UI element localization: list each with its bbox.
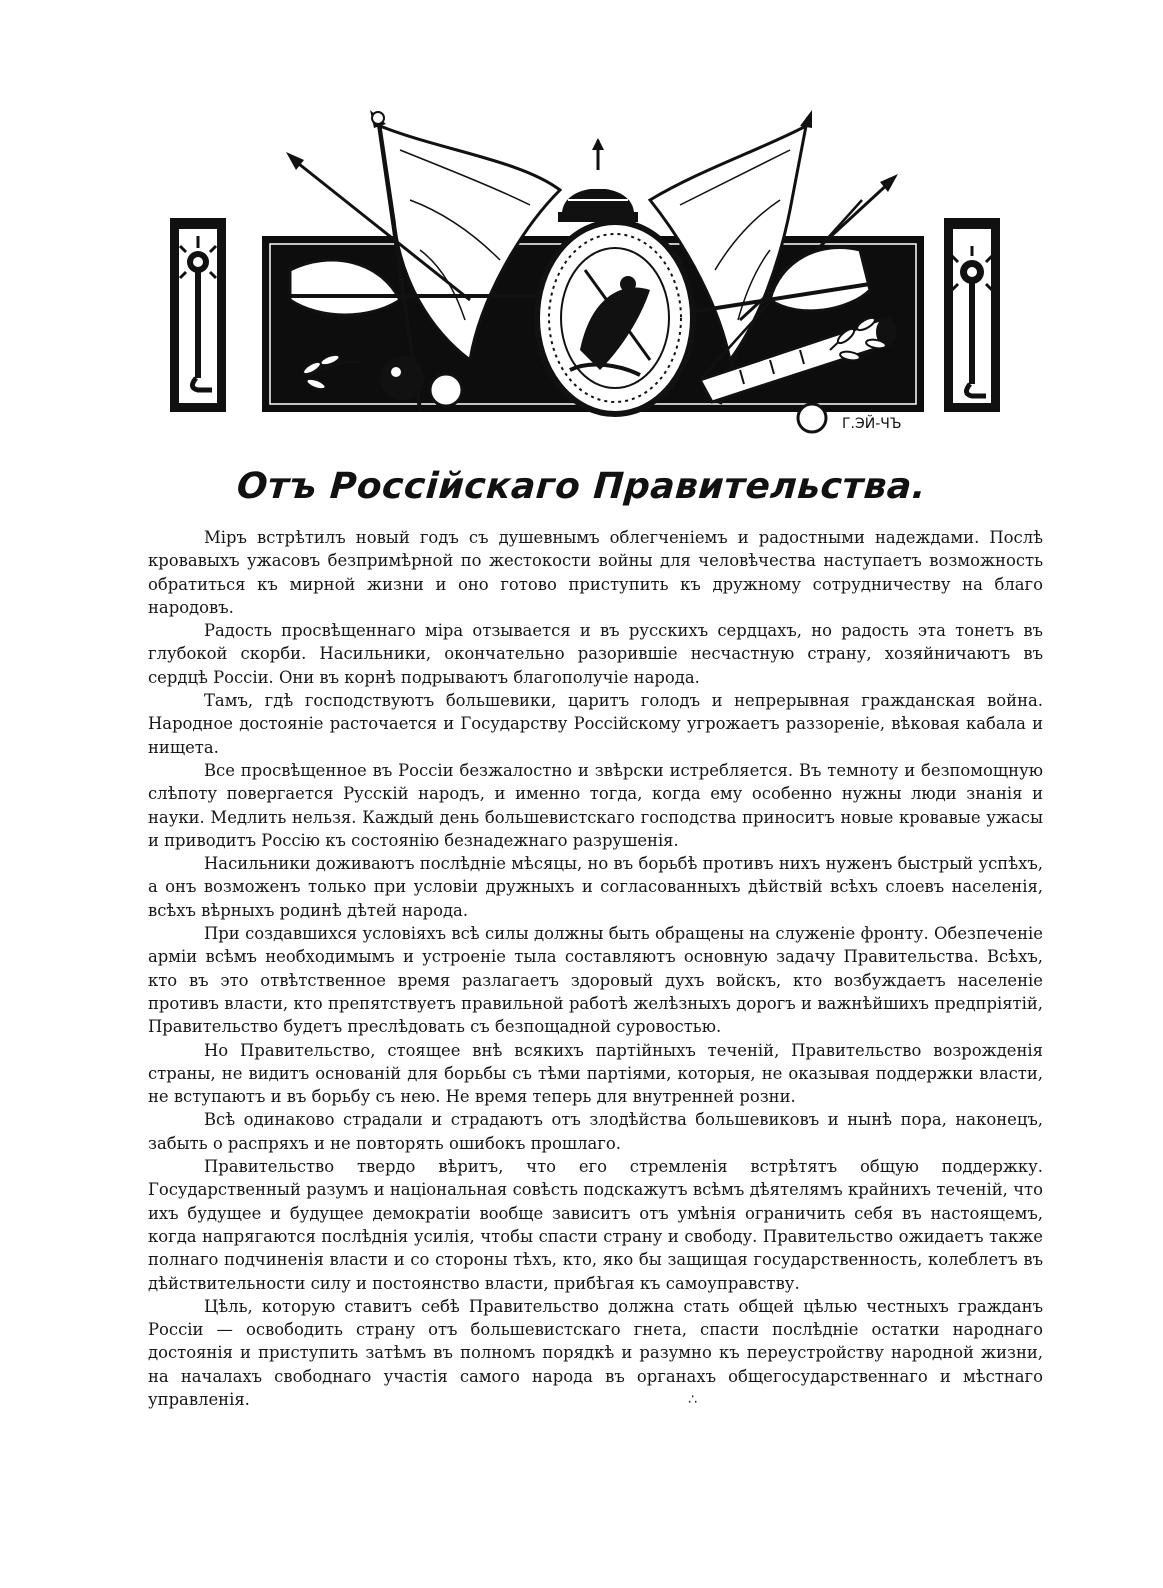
paragraph-2: Радость просвѣщеннаго міра отзывается и въ русскихъ сердцахъ, но радость эта тонетъ въ глубокой скорби. Насильники, окончательно разорившіе несчастную страну, хозяйничаютъ въ сердцѣ Россіи. Они въ корнѣ подрываютъ благополучіе народа. [148,621,1043,687]
page-title: Отъ Россійскаго Правительства. [235,466,928,507]
paragraph-9: Правительство твердо вѣритъ, что его стремленія встрѣтятъ общую поддержку. Государственный разумъ и національная совѣсть подскажутъ всѣмъ дѣятелямъ крайнихъ теченій, что ихъ будущее и будущее демократіи вообще зависитъ отъ умѣнія ограничить себя въ настоящемъ, когда напрягаются послѣднія усилія, чтобы спасти страну и свободу. Правительство ожидаетъ также полнаго подчиненія власти и со стороны тѣхъ, кто, яко бы защищая государственность, колеблетъ въ дѣйствительности силу и постоянство власти, прибѣгая къ самоуправству. [148,1157,1043,1293]
shield [537,222,693,414]
footer-mark: ∴ [688,1392,697,1408]
paragraph-10: Цѣль, которую ставитъ себѣ Правительство должна стать общей цѣлью честныхъ гражданъ Россіи — освободить страну отъ большевистскаго гнета, спасти послѣдніе остатки народнаго достоянія и приступить затѣмъ въ полномъ порядкѣ и разумно къ переустройству народной жизни, на началахъ свободнаго участія самого народа въ органахъ общегосударственнаго и мѣстнаго управленія. [148,1296,1043,1409]
paragraph-4: Все просвѣщенное въ Россіи безжалостно и звѣрски истребляется. Въ темноту и безпомощную слѣпоту повергается Русскій народъ, и именно тогда, когда ему особенно нужны люди знанія и науки. Медлить нельзя. Каждый день большевистскаго господства приноситъ новые кровавые ужасы и приводитъ Россію къ состоянію безнадежнаго разрушенія. [148,760,1043,850]
paragraph-7: Но Правительство, стоящее внѣ всякихъ партійныхъ теченій, Правительство возрожденія страны, не видитъ основаній для борьбы съ тѣми партіями, которыя, не оказывая поддержки власти, не вступаютъ и въ борьбу съ нею. Не время теперь для внутренней розни. [148,1040,1043,1107]
paragraph-8: Всѣ одинаково страдали и страдаютъ отъ злодѣйства большевиковъ и нынѣ пора, наконецъ, забыть о распряхъ и не повторять ошибокъ прошлаго. [148,1110,1043,1153]
helmet [558,138,638,222]
header-illustration [0,0,1163,460]
proclamation-body [148,526,1043,1411]
paragraph-6: При создавшихся условіяхъ всѣ силы должны быть обращены на служеніе фронту. Обезпеченіе арміи всѣмъ необходимымъ и устроеніе тыла составляютъ основную задачу Правительства. Всѣхъ, кто въ это отвѣтственное время разлагаетъ здоровый духъ войскъ, кто возбуждаетъ населеніе противъ власти, кто препятствуетъ правильной работѣ желѣзныхъ дорогъ и важнѣйшихъ предпріятій, Правительство будетъ преслѣдовать съ безпощадной суровостью. [148,924,1043,1037]
left-mace-panel [170,218,226,412]
right-mace-panel [944,218,1000,412]
artist-signature: Г.ЭЙ-ЧЪ [842,416,902,432]
paragraph-3: Тамъ, гдѣ господствуютъ большевики, царитъ голодъ и непрерывная гражданская война. Народное достояніе расточается и Государству Россійскому угрожаетъ раззореніе, вѣковая кабала и нищета. [148,691,1043,757]
paragraph-5: Насильники доживаютъ послѣдніе мѣсяцы, но въ борьбѣ противъ нихъ нуженъ быстрый успѣхъ, а онъ возможенъ только при условіи дружныхъ и согласованныхъ дѣйствій всѣхъ слоевъ населенія, всѣхъ вѣрныхъ родинѣ дѣтей народа. [148,854,1043,920]
paragraph-1: Міръ встрѣтилъ новый годъ съ душевнымъ облегченіемъ и радостными надеждами. Послѣ кровавыхъ ужасовъ безпримѣрной по жестокости войны для человѣчества наступаетъ возможность обратиться къ мирной жизни и оно готово приступить къ дружному сотрудничеству на благо народовъ. [148,528,1043,617]
